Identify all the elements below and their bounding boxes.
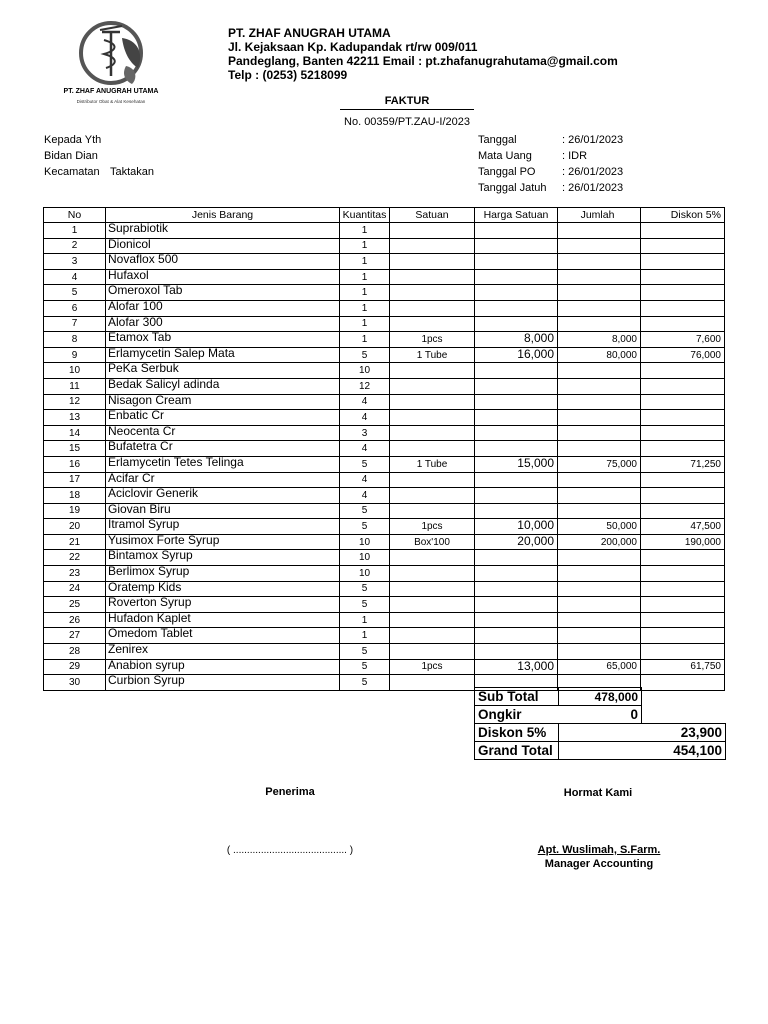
row-item-name: Erlamycetin Salep Mata bbox=[106, 347, 340, 363]
row-amount: 50,000 bbox=[558, 519, 641, 535]
row-item-name: Suprabiotik bbox=[106, 223, 340, 239]
table-header-row bbox=[44, 208, 725, 223]
table-row bbox=[44, 534, 725, 550]
row-discount bbox=[641, 441, 725, 457]
row-item-name: Omedom Tablet bbox=[106, 628, 340, 644]
table-row bbox=[44, 659, 725, 675]
table-row bbox=[44, 581, 725, 597]
table-row bbox=[44, 316, 725, 332]
row-quantity: 10 bbox=[340, 534, 390, 550]
row-amount bbox=[558, 410, 641, 426]
header-unit: Satuan bbox=[390, 208, 475, 223]
row-amount bbox=[558, 628, 641, 644]
row-amount bbox=[558, 363, 641, 379]
row-no: 16 bbox=[44, 456, 106, 472]
row-no: 3 bbox=[44, 254, 106, 270]
grand-total-label: Grand Total bbox=[475, 742, 559, 760]
recipient-district: Taktakan bbox=[110, 166, 155, 178]
row-amount bbox=[558, 269, 641, 285]
row-unit-price bbox=[475, 285, 558, 301]
subtotal-value: 478,000 bbox=[559, 688, 642, 706]
table-row bbox=[44, 550, 725, 566]
row-no: 23 bbox=[44, 566, 106, 582]
row-unit-price bbox=[475, 238, 558, 254]
row-amount bbox=[558, 238, 641, 254]
row-item-name: Etamox Tab bbox=[106, 332, 340, 348]
row-amount bbox=[558, 488, 641, 504]
invoice-title: FAKTUR bbox=[340, 95, 474, 110]
row-quantity: 3 bbox=[340, 425, 390, 441]
row-quantity: 5 bbox=[340, 675, 390, 691]
row-unit-price bbox=[475, 410, 558, 426]
row-discount bbox=[641, 550, 725, 566]
table-row bbox=[44, 254, 725, 270]
row-quantity: 1 bbox=[340, 300, 390, 316]
row-no: 26 bbox=[44, 612, 106, 628]
row-quantity: 5 bbox=[340, 659, 390, 675]
row-discount bbox=[641, 644, 725, 660]
row-quantity: 1 bbox=[340, 316, 390, 332]
row-unit-price bbox=[475, 472, 558, 488]
row-discount bbox=[641, 425, 725, 441]
row-amount: 8,000 bbox=[558, 332, 641, 348]
row-unit bbox=[390, 285, 475, 301]
row-discount bbox=[641, 285, 725, 301]
row-unit-price bbox=[475, 441, 558, 457]
row-discount: 47,500 bbox=[641, 519, 725, 535]
row-discount bbox=[641, 488, 725, 504]
row-discount bbox=[641, 612, 725, 628]
row-unit-price: 10,000 bbox=[475, 519, 558, 535]
row-unit-price: 15,000 bbox=[475, 456, 558, 472]
row-item-name: Enbatic Cr bbox=[106, 410, 340, 426]
row-discount bbox=[641, 628, 725, 644]
recipient-greeting: Kepada Yth bbox=[44, 134, 102, 146]
table-row bbox=[44, 488, 725, 504]
subtotal-row bbox=[475, 688, 726, 706]
table-row bbox=[44, 628, 725, 644]
row-no: 29 bbox=[44, 659, 106, 675]
company-name: PT. ZHAF ANUGRAH UTAMA bbox=[228, 26, 391, 40]
row-unit bbox=[390, 394, 475, 410]
row-amount bbox=[558, 285, 641, 301]
row-item-name: Nisagon Cream bbox=[106, 394, 340, 410]
receiver-label: Penerima bbox=[265, 786, 315, 798]
row-quantity: 1 bbox=[340, 223, 390, 239]
row-quantity: 5 bbox=[340, 456, 390, 472]
row-discount bbox=[641, 581, 725, 597]
row-quantity: 10 bbox=[340, 363, 390, 379]
row-item-name: Dionicol bbox=[106, 238, 340, 254]
row-quantity: 10 bbox=[340, 550, 390, 566]
row-no: 28 bbox=[44, 644, 106, 660]
table-row bbox=[44, 425, 725, 441]
row-discount bbox=[641, 254, 725, 270]
company-address-line2: Pandeglang, Banten 42211 Email : pt.zhafanugrahutama@gmail.com bbox=[228, 54, 618, 68]
row-discount bbox=[641, 472, 725, 488]
row-no: 27 bbox=[44, 628, 106, 644]
row-item-name: Aciclovir Generik bbox=[106, 488, 340, 504]
recipient-district-label: Kecamatan bbox=[44, 166, 100, 178]
table-row bbox=[44, 378, 725, 394]
row-quantity: 4 bbox=[340, 441, 390, 457]
row-discount bbox=[641, 316, 725, 332]
company-phone: Telp : (0253) 5218099 bbox=[228, 68, 348, 82]
meta-date-value: : 26/01/2023 bbox=[562, 134, 624, 146]
row-discount bbox=[641, 566, 725, 582]
row-item-name: Itramol Syrup bbox=[106, 519, 340, 535]
row-unit bbox=[390, 675, 475, 691]
row-no: 9 bbox=[44, 347, 106, 363]
row-amount bbox=[558, 425, 641, 441]
row-no: 6 bbox=[44, 300, 106, 316]
row-item-name: Bintamox Syrup bbox=[106, 550, 340, 566]
row-no: 1 bbox=[44, 223, 106, 239]
row-no: 30 bbox=[44, 675, 106, 691]
row-quantity: 1 bbox=[340, 628, 390, 644]
row-unit-price bbox=[475, 425, 558, 441]
row-unit bbox=[390, 300, 475, 316]
row-unit bbox=[390, 566, 475, 582]
row-amount bbox=[558, 550, 641, 566]
row-discount bbox=[641, 394, 725, 410]
row-no: 25 bbox=[44, 597, 106, 613]
row-item-name: Berlimox Syrup bbox=[106, 566, 340, 582]
row-unit: Box'100 bbox=[390, 534, 475, 550]
row-unit: 1 Tube bbox=[390, 456, 475, 472]
header-unit-price: Harga Satuan bbox=[475, 208, 558, 223]
table-row bbox=[44, 394, 725, 410]
row-item-name: Omeroxol Tab bbox=[106, 285, 340, 301]
row-no: 24 bbox=[44, 581, 106, 597]
row-unit-price bbox=[475, 300, 558, 316]
table-row bbox=[44, 269, 725, 285]
row-unit-price bbox=[475, 628, 558, 644]
row-no: 4 bbox=[44, 269, 106, 285]
row-unit bbox=[390, 581, 475, 597]
row-quantity: 5 bbox=[340, 347, 390, 363]
subtotal-empty bbox=[642, 688, 726, 706]
row-amount bbox=[558, 566, 641, 582]
row-discount: 76,000 bbox=[641, 347, 725, 363]
row-amount bbox=[558, 223, 641, 239]
row-item-name: PeKa Serbuk bbox=[106, 363, 340, 379]
row-unit: 1 Tube bbox=[390, 347, 475, 363]
row-item-name: Oratemp Kids bbox=[106, 581, 340, 597]
row-no: 19 bbox=[44, 503, 106, 519]
discount-value: 23,900 bbox=[559, 724, 726, 742]
row-amount bbox=[558, 597, 641, 613]
logo-tagline: Distributor Obat & Alat Kesehatan bbox=[76, 99, 146, 104]
row-amount bbox=[558, 300, 641, 316]
header-discount: Diskon 5% bbox=[641, 208, 725, 223]
ongkir-empty bbox=[642, 706, 726, 724]
grand-total-row bbox=[475, 742, 726, 760]
row-amount bbox=[558, 472, 641, 488]
row-discount bbox=[641, 597, 725, 613]
row-unit: 1pcs bbox=[390, 659, 475, 675]
row-no: 11 bbox=[44, 378, 106, 394]
row-unit-price bbox=[475, 597, 558, 613]
row-unit-price bbox=[475, 612, 558, 628]
row-unit bbox=[390, 425, 475, 441]
row-amount bbox=[558, 644, 641, 660]
row-discount bbox=[641, 503, 725, 519]
row-unit-price bbox=[475, 566, 558, 582]
row-unit bbox=[390, 644, 475, 660]
meta-due-date-label: Tanggal Jatuh bbox=[478, 182, 547, 194]
row-no: 22 bbox=[44, 550, 106, 566]
row-no: 8 bbox=[44, 332, 106, 348]
table-row bbox=[44, 519, 725, 535]
meta-date-label: Tanggal bbox=[478, 134, 517, 146]
logo-company-name: PT. ZHAF ANUGRAH UTAMA bbox=[63, 88, 159, 95]
sender-title: Manager Accounting bbox=[544, 858, 654, 870]
row-discount: 7,600 bbox=[641, 332, 725, 348]
row-unit bbox=[390, 254, 475, 270]
row-unit-price bbox=[475, 269, 558, 285]
table-row bbox=[44, 566, 725, 582]
row-item-name: Yusimox Forte Syrup bbox=[106, 534, 340, 550]
table-row bbox=[44, 456, 725, 472]
ongkir-label: Ongkir bbox=[475, 706, 559, 724]
row-quantity: 5 bbox=[340, 597, 390, 613]
row-item-name: Giovan Biru bbox=[106, 503, 340, 519]
row-unit bbox=[390, 316, 475, 332]
table-row bbox=[44, 363, 725, 379]
discount-row bbox=[475, 724, 726, 742]
row-discount bbox=[641, 223, 725, 239]
row-unit bbox=[390, 223, 475, 239]
table-row bbox=[44, 300, 725, 316]
row-unit bbox=[390, 488, 475, 504]
table-row bbox=[44, 472, 725, 488]
row-unit bbox=[390, 503, 475, 519]
row-no: 18 bbox=[44, 488, 106, 504]
row-amount: 65,000 bbox=[558, 659, 641, 675]
row-discount: 61,750 bbox=[641, 659, 725, 675]
row-unit bbox=[390, 441, 475, 457]
row-unit-price bbox=[475, 550, 558, 566]
row-quantity: 5 bbox=[340, 519, 390, 535]
grand-total-value: 454,100 bbox=[559, 742, 726, 760]
row-amount bbox=[558, 441, 641, 457]
subtotal-label: Sub Total bbox=[475, 688, 559, 706]
row-quantity: 12 bbox=[340, 378, 390, 394]
row-item-name: Bufatetra Cr bbox=[106, 441, 340, 457]
row-item-name: Roverton Syrup bbox=[106, 597, 340, 613]
row-discount bbox=[641, 410, 725, 426]
row-unit-price: 16,000 bbox=[475, 347, 558, 363]
row-quantity: 4 bbox=[340, 472, 390, 488]
row-quantity: 1 bbox=[340, 332, 390, 348]
row-amount bbox=[558, 254, 641, 270]
row-no: 17 bbox=[44, 472, 106, 488]
row-unit-price bbox=[475, 488, 558, 504]
row-item-name: Hufadon Kaplet bbox=[106, 612, 340, 628]
recipient-name: Bidan Dian bbox=[44, 150, 98, 162]
meta-due-date-value: : 26/01/2023 bbox=[562, 182, 624, 194]
row-unit: 1pcs bbox=[390, 332, 475, 348]
row-item-name: Novaflox 500 bbox=[106, 254, 340, 270]
row-unit-price bbox=[475, 503, 558, 519]
table-row bbox=[44, 223, 725, 239]
header-quantity: Kuantitas bbox=[340, 208, 390, 223]
row-item-name: Acifar Cr bbox=[106, 472, 340, 488]
row-amount: 80,000 bbox=[558, 347, 641, 363]
row-no: 12 bbox=[44, 394, 106, 410]
row-no: 7 bbox=[44, 316, 106, 332]
row-discount bbox=[641, 363, 725, 379]
row-amount bbox=[558, 378, 641, 394]
row-amount bbox=[558, 316, 641, 332]
row-discount: 71,250 bbox=[641, 456, 725, 472]
row-item-name: Neocenta Cr bbox=[106, 425, 340, 441]
row-amount bbox=[558, 581, 641, 597]
row-unit-price bbox=[475, 581, 558, 597]
sender-name: Apt. Wuslimah, S.Farm. bbox=[537, 844, 661, 856]
row-unit-price: 20,000 bbox=[475, 534, 558, 550]
sender-label: Hormat Kami bbox=[563, 787, 633, 799]
header-no: No bbox=[44, 208, 106, 223]
row-discount bbox=[641, 269, 725, 285]
header-amount: Jumlah bbox=[558, 208, 641, 223]
meta-po-date-value: : 26/01/2023 bbox=[562, 166, 624, 178]
row-unit bbox=[390, 612, 475, 628]
row-unit-price bbox=[475, 223, 558, 239]
row-item-name: Hufaxol bbox=[106, 269, 340, 285]
row-item-name: Zenirex bbox=[106, 644, 340, 660]
ongkir-value: 0 bbox=[559, 706, 642, 724]
row-no: 13 bbox=[44, 410, 106, 426]
row-unit-price bbox=[475, 363, 558, 379]
table-row bbox=[44, 285, 725, 301]
receiver-signature-line: ( ......................................... ) bbox=[226, 845, 354, 856]
meta-po-date-label: Tanggal PO bbox=[478, 166, 536, 178]
row-unit-price: 13,000 bbox=[475, 659, 558, 675]
caduceus-leaf-icon bbox=[52, 18, 170, 88]
meta-currency-value: : IDR bbox=[562, 150, 588, 162]
row-no: 5 bbox=[44, 285, 106, 301]
table-row bbox=[44, 503, 725, 519]
row-unit bbox=[390, 472, 475, 488]
row-no: 15 bbox=[44, 441, 106, 457]
row-discount: 190,000 bbox=[641, 534, 725, 550]
table-row bbox=[44, 644, 725, 660]
row-quantity: 1 bbox=[340, 269, 390, 285]
row-quantity: 5 bbox=[340, 644, 390, 660]
table-row bbox=[44, 347, 725, 363]
row-unit-price: 8,000 bbox=[475, 332, 558, 348]
row-quantity: 4 bbox=[340, 488, 390, 504]
row-discount bbox=[641, 238, 725, 254]
row-unit bbox=[390, 410, 475, 426]
row-unit bbox=[390, 378, 475, 394]
row-discount bbox=[641, 300, 725, 316]
row-no: 2 bbox=[44, 238, 106, 254]
invoice-number: No. 00359/PT.ZAU-I/2023 bbox=[344, 116, 470, 128]
discount-label: Diskon 5% bbox=[475, 724, 559, 742]
row-quantity: 1 bbox=[340, 254, 390, 270]
row-quantity: 1 bbox=[340, 612, 390, 628]
row-unit-price bbox=[475, 394, 558, 410]
row-discount bbox=[641, 378, 725, 394]
row-item-name: Curbion Syrup bbox=[106, 675, 340, 691]
row-amount bbox=[558, 503, 641, 519]
table-row bbox=[44, 597, 725, 613]
row-no: 14 bbox=[44, 425, 106, 441]
header-item: Jenis Barang bbox=[106, 208, 340, 223]
row-quantity: 1 bbox=[340, 238, 390, 254]
row-unit bbox=[390, 550, 475, 566]
row-quantity: 10 bbox=[340, 566, 390, 582]
row-item-name: Erlamycetin Tetes Telinga bbox=[106, 456, 340, 472]
row-no: 10 bbox=[44, 363, 106, 379]
row-unit bbox=[390, 597, 475, 613]
row-amount bbox=[558, 612, 641, 628]
row-unit bbox=[390, 628, 475, 644]
table-row bbox=[44, 612, 725, 628]
items-table bbox=[43, 207, 725, 691]
row-no: 20 bbox=[44, 519, 106, 535]
row-quantity: 5 bbox=[340, 581, 390, 597]
table-row bbox=[44, 441, 725, 457]
row-amount: 200,000 bbox=[558, 534, 641, 550]
row-quantity: 4 bbox=[340, 410, 390, 426]
row-item-name: Alofar 300 bbox=[106, 316, 340, 332]
row-amount: 75,000 bbox=[558, 456, 641, 472]
row-item-name: Bedak Salicyl adinda bbox=[106, 378, 340, 394]
row-quantity: 5 bbox=[340, 503, 390, 519]
row-unit bbox=[390, 238, 475, 254]
row-unit-price bbox=[475, 254, 558, 270]
meta-currency-label: Mata Uang bbox=[478, 150, 532, 162]
row-unit bbox=[390, 363, 475, 379]
row-unit-price bbox=[475, 378, 558, 394]
row-item-name: Alofar 100 bbox=[106, 300, 340, 316]
company-address-line1: Jl. Kejaksaan Kp. Kadupandak rt/rw 009/011 bbox=[228, 40, 478, 54]
row-item-name: Anabion syrup bbox=[106, 659, 340, 675]
row-unit-price bbox=[475, 644, 558, 660]
row-quantity: 4 bbox=[340, 394, 390, 410]
row-unit: 1pcs bbox=[390, 519, 475, 535]
row-amount bbox=[558, 394, 641, 410]
table-row bbox=[44, 332, 725, 348]
table-row bbox=[44, 410, 725, 426]
row-unit-price bbox=[475, 316, 558, 332]
table-row bbox=[44, 238, 725, 254]
totals-table bbox=[474, 687, 726, 760]
ongkir-row bbox=[475, 706, 726, 724]
row-unit bbox=[390, 269, 475, 285]
row-quantity: 1 bbox=[340, 285, 390, 301]
row-no: 21 bbox=[44, 534, 106, 550]
